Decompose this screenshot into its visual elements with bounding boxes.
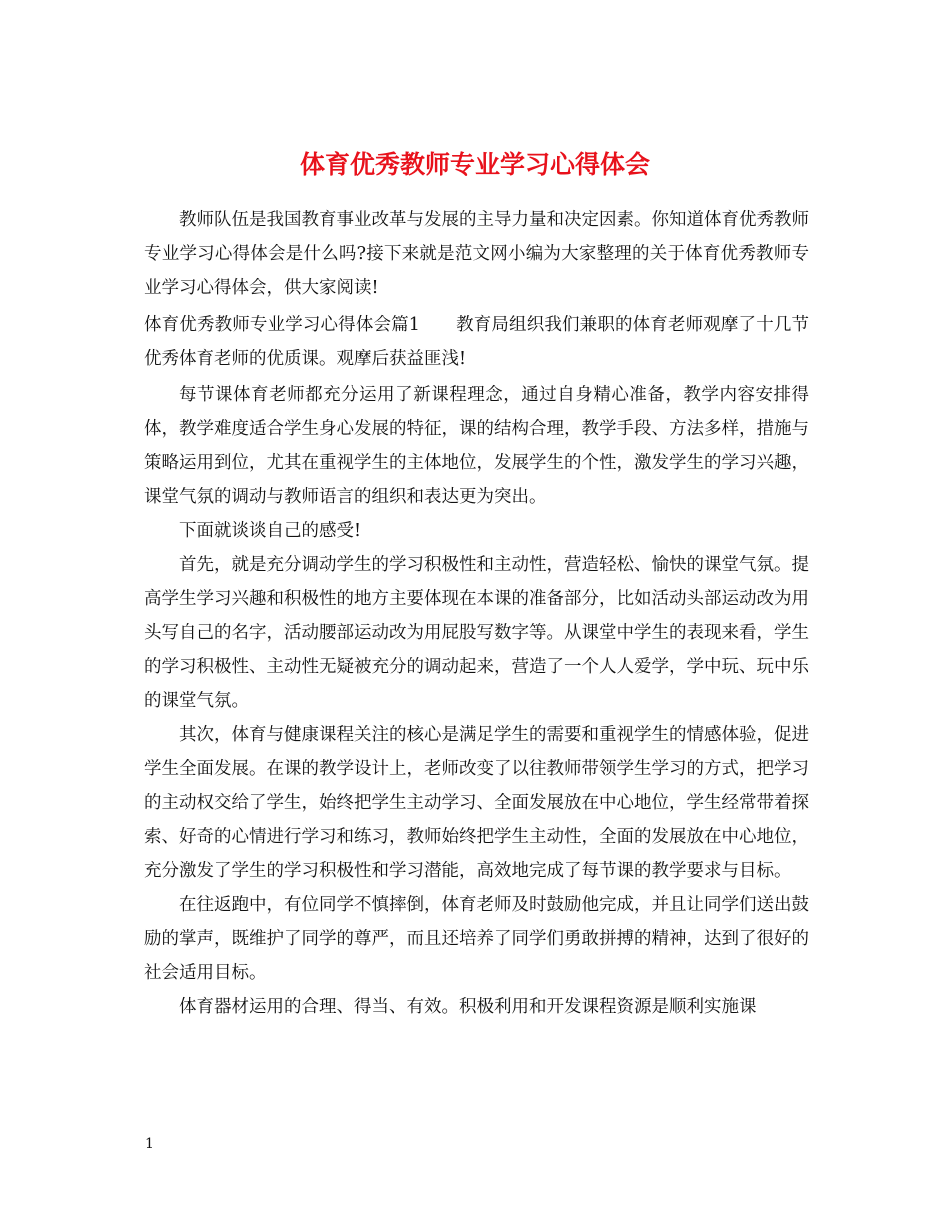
body-paragraph: 首先，就是充分调动学生的学习积极性和主动性，营造轻松、愉快的课堂气氛。提高学生学习兴趣和积极性的地方主要体现在本课的准备部分，比如活动头部运动改为用头写自己的名字，活动腰部运动改为用屁股写数字等。从课堂中学生的表现来看，学生的学习积极性、主动性无疑被充分的调动起来，营造了一个人人爱学，学中玩、玩中乐的课堂气氛。: [144, 555, 809, 711]
document-body: [144, 203, 809, 1024]
section-heading: 体育优秀教师专业学习心得体会篇1: [144, 315, 420, 335]
section-text: 教育局组织我们兼职的体育老师观摩了十几节优秀体育老师的优质课。观摩后获益匪浅!: [144, 315, 809, 369]
document-title: 体育优秀教师专业学习心得体会: [299, 149, 650, 179]
body-paragraph: 在往返跑中，有位同学不慎摔倒，体育老师及时鼓励他完成，并且让同学们送出鼓励的掌声，既维护了同学的尊严，而且还培养了同学们勇敢拼搏的精神，达到了很好的社会适用目标。: [144, 895, 809, 983]
body-paragraph: 每节课体育老师都充分运用了新课程理念，通过自身精心准备，教学内容安排得体，教学难度适合学生身心发展的特征，课的结构合理，教学手段、方法多样，措施与策略运用到位，尤其在重视学生的主体地位，发展学生的个性，激发学生的学习兴趣，课堂气氛的调动与教师语言的组织和表达更为突出。: [144, 385, 809, 507]
section-paragraph: [144, 308, 809, 378]
body-paragraph: 体育器材运用的合理、得当、有效。积极利用和开发课程资源是顺利实施课: [179, 997, 757, 1017]
body-paragraph: 下面就谈谈自己的感受!: [179, 521, 362, 541]
intro-paragraph: 教师队伍是我国教育事业改革与发展的主导力量和决定因素。你知道体育优秀教师专业学习心得体会是什么吗?接下来就是范文网小编为大家整理的关于体育优秀教师专业学习心得体会，供大家阅读!: [144, 210, 809, 298]
body-paragraph: 其次，体育与健康课程关注的核心是满足学生的需要和重视学生的情感体验，促进学生全面发展。在课的教学设计上，老师改变了以往教师带领学生学习的方式，把学习的主动权交给了学生，始终把学生主动学习、全面发展放在中心地位，学生经常带着探索、好奇的心情进行学习和练习，教师始终把学生主动性，全面的发展放在中心地位，充分激发了学生的学习积极性和学习潜能，高效地完成了每节课的教学要求与目标。: [144, 725, 809, 881]
page-number: 1: [145, 1136, 154, 1152]
